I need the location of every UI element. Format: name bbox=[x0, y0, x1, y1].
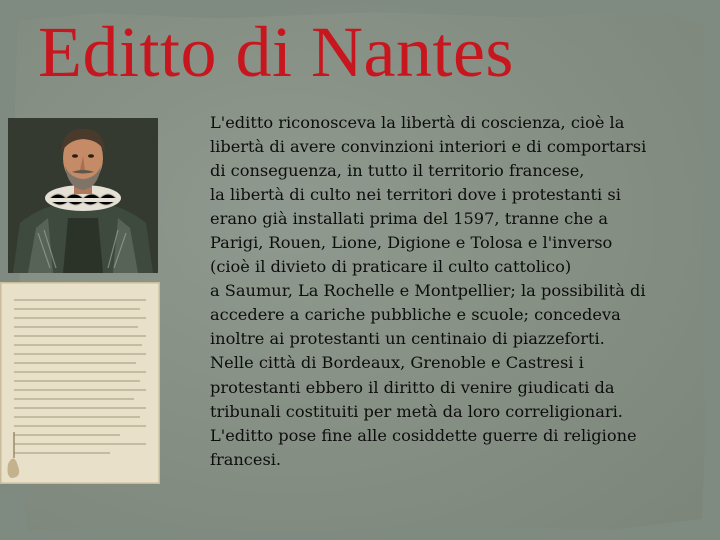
manuscript-document-icon bbox=[0, 282, 160, 484]
body-text-line: francesi. bbox=[210, 449, 282, 469]
body-text-line: Nelle città di Bordeaux, Grenoble e Castresi i bbox=[210, 353, 584, 373]
body-text-line: protestanti ebbero il diritto di venire giudicati da bbox=[210, 377, 615, 397]
body-text-line: L'editto pose fine alle cosiddette guerre di religione bbox=[210, 425, 637, 445]
manuscript-image bbox=[0, 282, 160, 484]
body-text-line: erano già installati prima del 1597, tranne che a bbox=[210, 209, 609, 229]
body-text-line: tribunali costituiti per metà da loro correligionari. bbox=[210, 401, 623, 421]
body-text-line: libertà di avere convinzioni interiori e di comportarsi bbox=[210, 137, 647, 157]
body-text-line: Parigi, Rouen, Lione, Digione e Tolosa e l'inverso bbox=[210, 233, 613, 253]
body-text-line: a Saumur, La Rochelle e Montpellier; la possibilità di bbox=[210, 281, 646, 301]
body-text-line: di conseguenza, in tutto il territorio francese, bbox=[210, 161, 585, 181]
portrait-painting-icon bbox=[8, 118, 158, 273]
body-text-line: la libertà di culto nei territori dove i protestanti si bbox=[210, 185, 621, 205]
body-text-line: inoltre ai protestanti un centinaio di piazzeforti. bbox=[210, 329, 605, 349]
body-text-line: L'editto riconosceva la libertà di coscienza, cioè la bbox=[210, 113, 625, 132]
body-text bbox=[210, 111, 686, 472]
body-text-line: accedere a cariche pubbliche e scuole; concedeva bbox=[210, 305, 621, 325]
body-text-line: (cioè il divieto di praticare il culto cattolico) bbox=[210, 257, 572, 277]
slide-title: Editto di Nantes bbox=[38, 12, 514, 92]
portrait-image bbox=[8, 118, 158, 273]
